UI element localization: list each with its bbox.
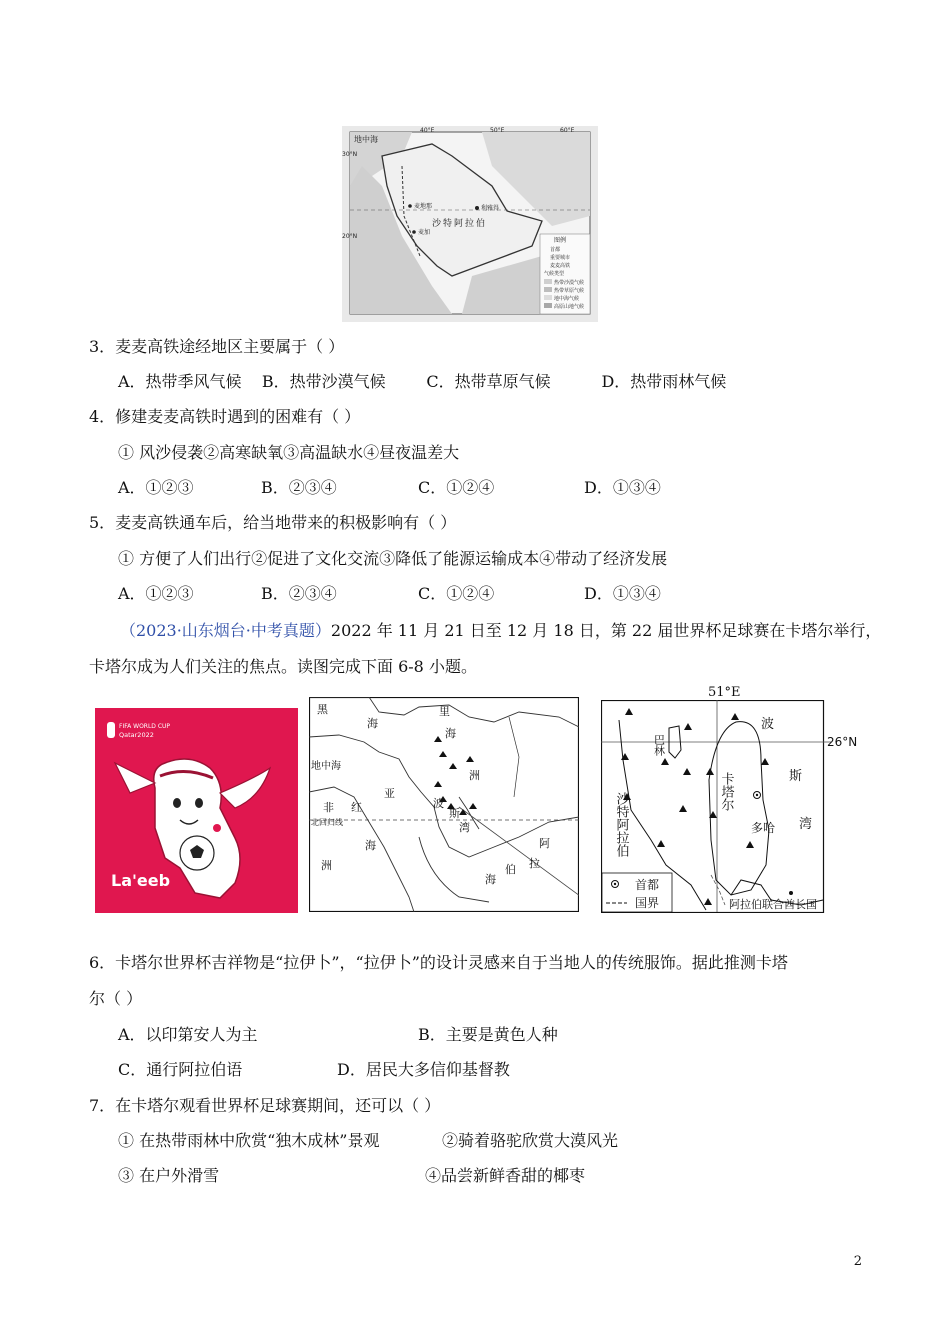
map1-legend-item: 气候类型 [544, 271, 565, 277]
map2-label: 海 [367, 717, 378, 730]
sea-top-left-label: 地中海 [354, 135, 378, 144]
gulf-label-wan: 湾 [799, 817, 813, 832]
poster-brand-text: La'eeb [111, 871, 171, 890]
worldcup-trophy-icon [107, 722, 115, 738]
page-number: 2 [853, 1254, 862, 1269]
question-6-option-a: A．以印第安人为主 [118, 1025, 258, 1044]
lon-label-40: 40°E [420, 127, 435, 134]
map2-label: 海 [445, 727, 456, 740]
map1-legend-title: 图例 [554, 237, 567, 244]
lat-label-30: 30°N [342, 151, 358, 158]
saudi-arabia-label: 沙特阿拉伯 [613, 792, 629, 857]
poster-cup-subtitle: Qatar2022 [119, 731, 154, 739]
map2-label: 北回归线 [311, 818, 343, 827]
saudi-climate-map [342, 126, 598, 322]
intro-text-1: 2022 年 11 月 21 日至 12 月 18 日，第 22 届世界杯足球赛在卡塔尔举行， [330, 621, 882, 640]
map1-legend-item: 首都 [550, 247, 561, 253]
question-7-item-4: ④品尝新鲜香甜的椰枣 [425, 1166, 586, 1185]
question-7-item-1: ① 在热带雨林中欣赏“独木成林”景观 [118, 1131, 380, 1150]
question-6-option-d: D．居民大多信仰基督教 [337, 1060, 510, 1079]
question-5-option-a: A．①②③ [118, 584, 194, 603]
intro-source: （2023·山东烟台·中考真题） [120, 621, 331, 640]
map2-label: 伯 [505, 863, 516, 876]
question-4-option-b: B．②③④ [261, 478, 337, 497]
country-label-saudi: 沙特阿拉伯 [432, 219, 488, 229]
question-5-option-b: B．②③④ [261, 584, 337, 603]
question-6-option-b: B．主要是黄色人种 [418, 1025, 558, 1044]
map2-label: 地中海 [311, 761, 341, 772]
question-3-options: A．热带季风气候 B．热带沙漠气候 C．热带草原气候 D．热带雨林气候 [118, 372, 727, 391]
intro-line-2: 卡塔尔成为人们关注的焦点。读图完成下面 6-8 小题。 [89, 657, 477, 676]
question-7-item-2: ②骑着骆驼欣赏大漠风光 [442, 1131, 619, 1150]
question-5-stem: 5．麦麦高铁通车后，给当地带来的积极影响有（ ） [89, 513, 457, 532]
question-6-stem-line-2: 尔（ ） [89, 989, 143, 1008]
map2-label: 亚 [384, 787, 395, 800]
lon-label-60: 60°E [560, 127, 575, 134]
qatar-detail-map [601, 700, 857, 913]
map2-label: 斯 [449, 807, 460, 820]
question-5-option-d: D．①③④ [584, 584, 661, 603]
question-4-option-d: D．①③④ [584, 478, 661, 497]
question-5-option-c: C．①②④ [418, 584, 495, 603]
map1-legend-item: 热带草原气候 [554, 288, 585, 294]
map2-label: 波 [433, 797, 444, 810]
question-4-items: ① 风沙侵袭②高寒缺氧③高温缺水④昼夜温差大 [118, 443, 460, 462]
map2-label: 海 [365, 839, 376, 852]
map1-legend-item: 高原山地气候 [554, 304, 585, 310]
question-5-items: ① 方便了人们出行②促进了文化交流③降低了能源运输成本④带动了经济发展 [118, 549, 668, 568]
qatar-map-lon-label: 51°E [708, 685, 741, 700]
map2-label: 阿 [539, 837, 550, 850]
city-riyadh-label: 利雅得 [481, 205, 500, 212]
question-4-option-a: A．①②③ [118, 478, 194, 497]
map2-label: 黑 [317, 703, 328, 716]
map1-legend-item: 地中海气候 [554, 296, 580, 302]
qatar-map-lat-label: 26°N [827, 735, 857, 749]
question-6-stem-line-1: 6．卡塔尔世界杯吉祥物是“拉伊卜”，“拉伊卜”的设计灵感来自于当地人的传统服饰。据此推测卡塔 [89, 953, 788, 972]
qatar-label: 卡塔尔 [718, 772, 734, 811]
map2-label: 洲 [321, 859, 332, 872]
map2-label: 拉 [529, 857, 540, 870]
middle-east-map [309, 697, 579, 912]
map1-legend-item: 麦麦高铁 [550, 263, 571, 269]
gulf-label-si: 斯 [789, 769, 803, 784]
question-4-option-c: C．①②④ [418, 478, 495, 497]
worldcup-mascot-poster [95, 708, 298, 913]
lon-label-50: 50°E [490, 127, 505, 134]
map1-legend-item: 热带沙漠气候 [554, 280, 585, 286]
map2-label: 湾 [459, 821, 470, 834]
question-4-stem: 4．修建麦麦高铁时遇到的困难有（ ） [89, 407, 361, 426]
doha-label: 多哈 [751, 821, 776, 835]
lat-label-20: 20°N [342, 233, 358, 240]
uae-label: 阿拉伯联合酋长国 [729, 898, 817, 911]
question-3-stem: 3．麦麦高铁途经地区主要属于（ ） [89, 337, 345, 356]
map1-legend-item: 重要城市 [550, 255, 571, 261]
question-7-item-3: ③ 在户外滑雪 [118, 1166, 220, 1185]
legend-border-label: 国界 [635, 896, 660, 910]
intro-line-1 [120, 620, 881, 642]
map2-label: 非 [323, 801, 334, 814]
legend-capital-label: 首都 [635, 878, 660, 892]
city-mecca-label: 麦加 [418, 229, 431, 236]
map2-label: 海 [485, 873, 496, 886]
poster-cup-title: FIFA WORLD CUP [119, 723, 171, 730]
map2-label: 洲 [469, 769, 480, 782]
question-7-stem: 7．在卡塔尔观看世界杯足球赛期间，还可以（ ） [89, 1096, 441, 1115]
map2-label: 里 [439, 705, 450, 718]
map2-label: 红 [351, 801, 362, 814]
gulf-label-bo: 波 [761, 717, 775, 732]
question-6-option-c: C．通行阿拉伯语 [118, 1060, 243, 1079]
bahrain-label: 巴林 [652, 734, 666, 756]
city-medina-label: 麦地那 [414, 203, 433, 210]
